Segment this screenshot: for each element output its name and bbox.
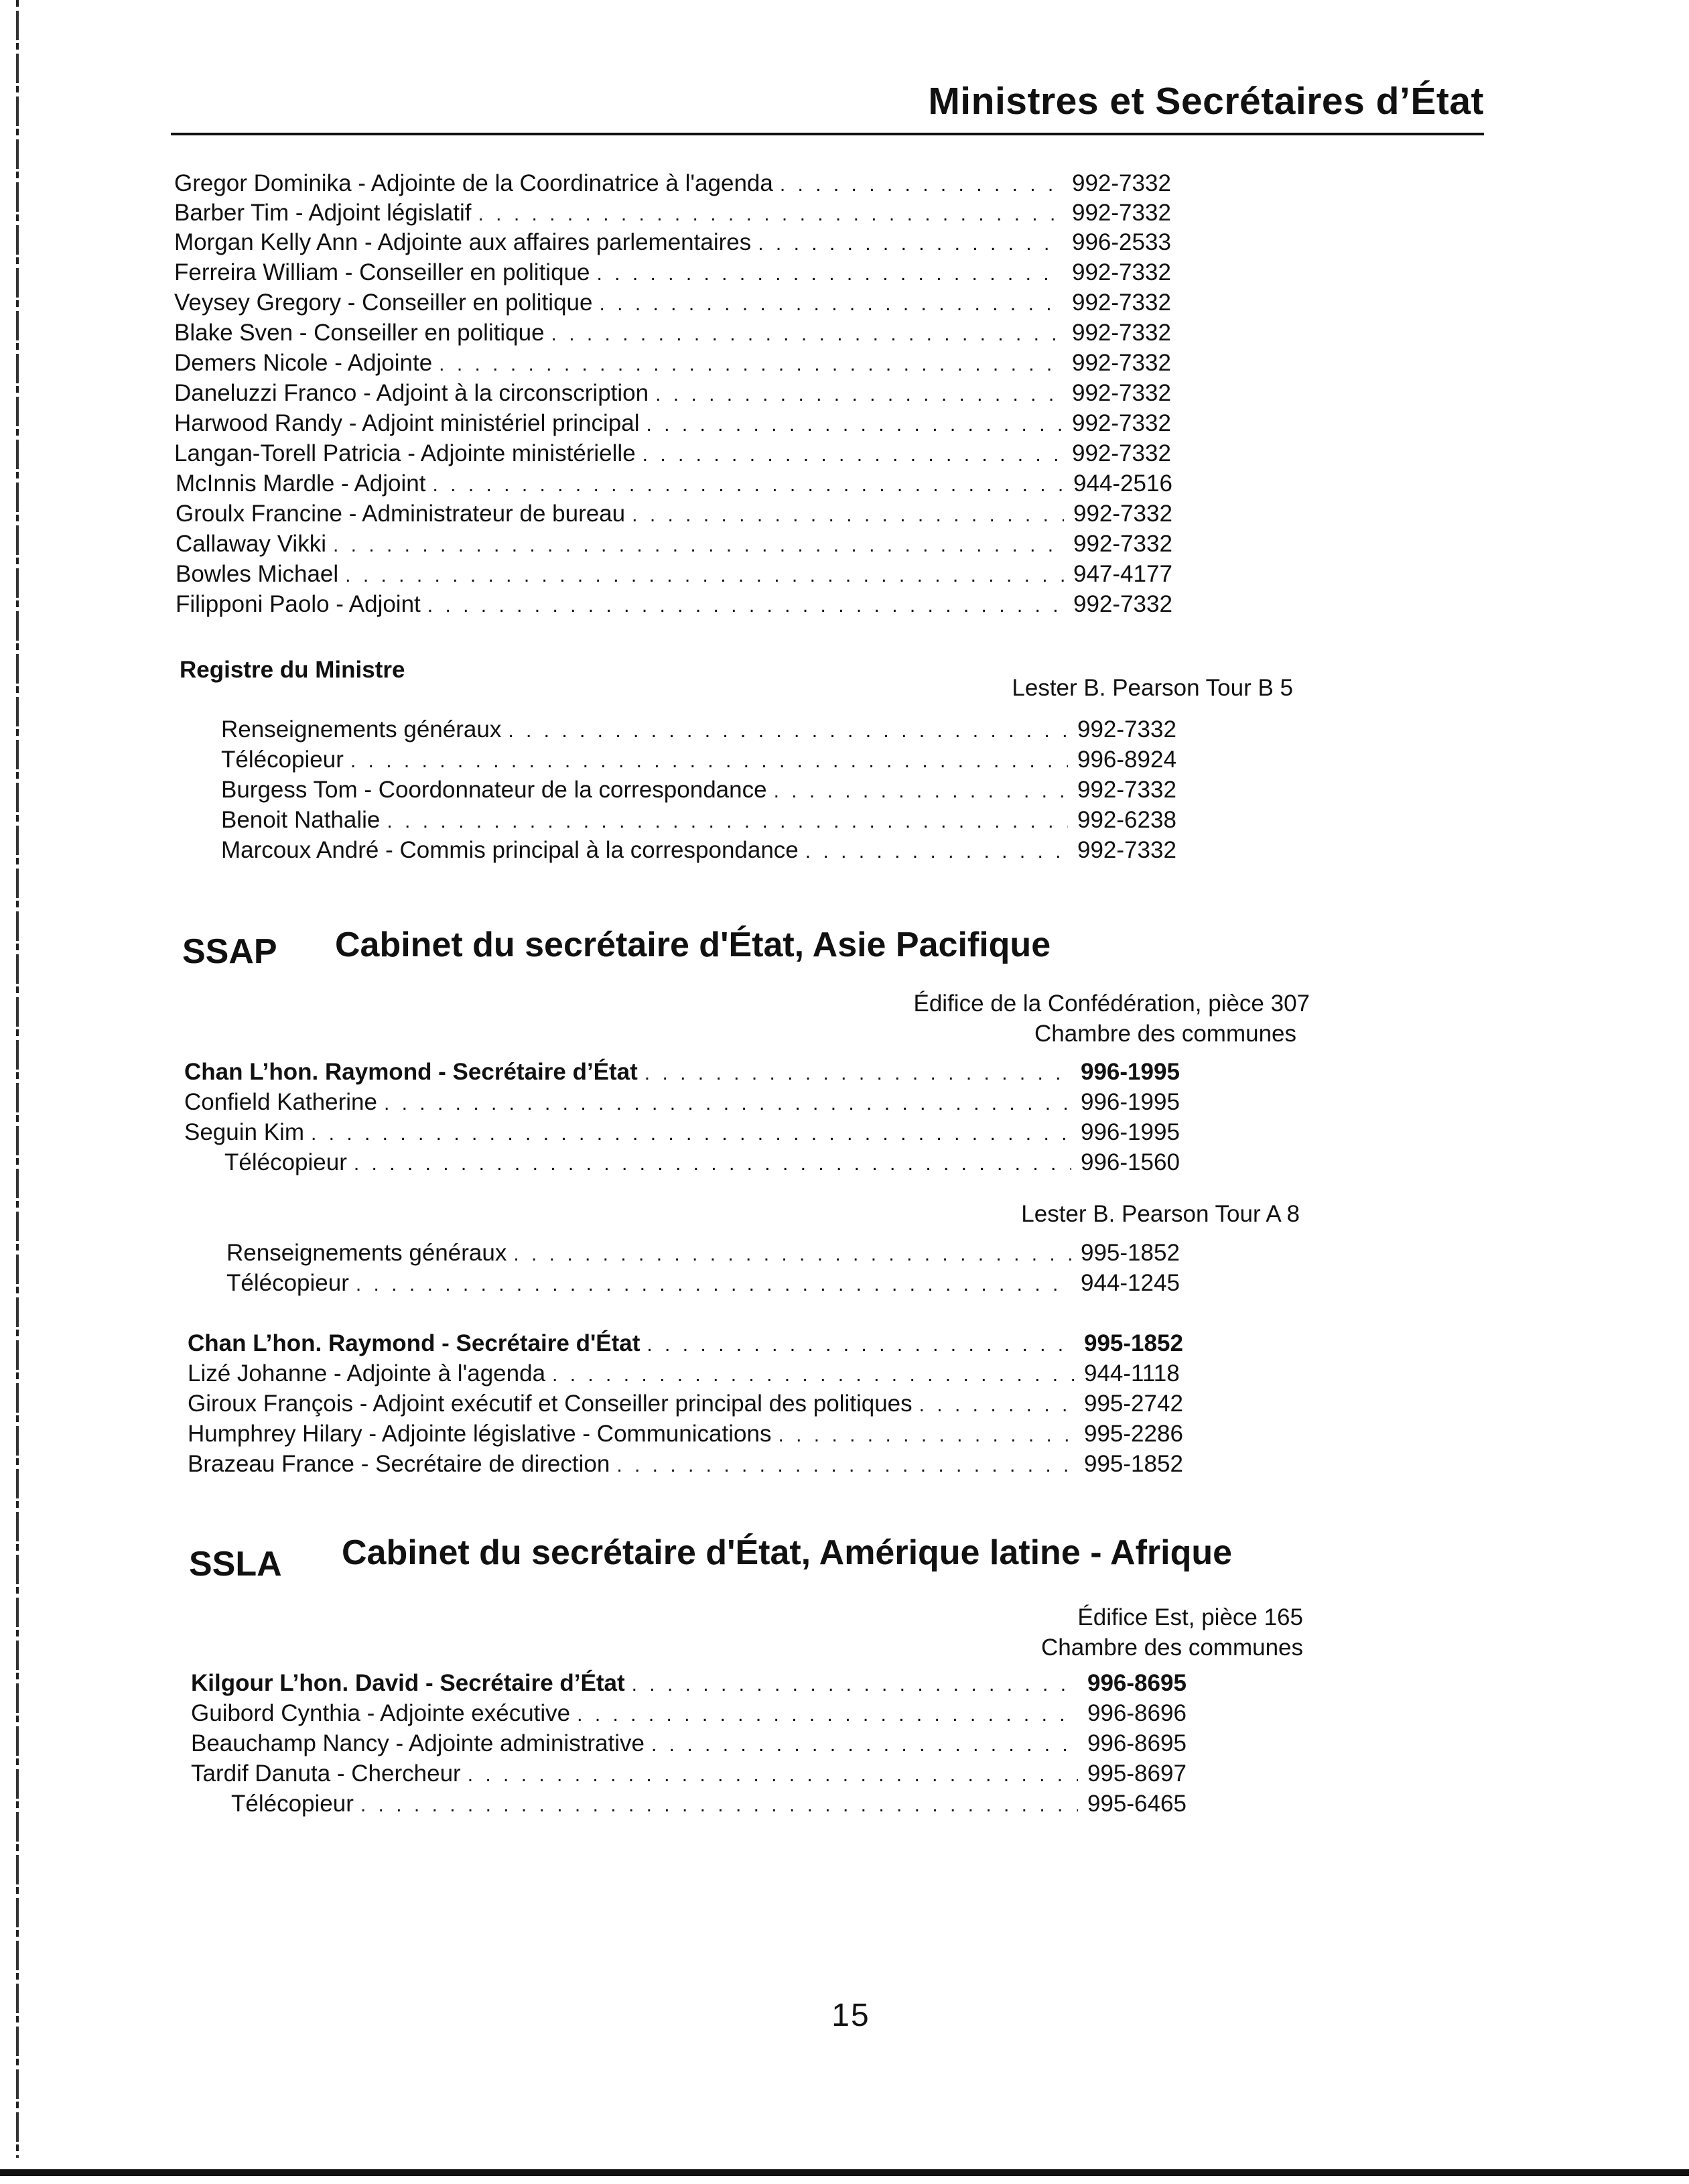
entry-name: Callaway Vikki — [176, 531, 326, 557]
section-code-ssla: SSLA — [189, 1545, 282, 1584]
directory-entry — [176, 499, 1187, 529]
directory-entry — [224, 1148, 1195, 1177]
entry-phone: 996-1995 — [1081, 1059, 1180, 1085]
entry-name: Harwood Randy - Adjoint ministériel principal — [174, 410, 640, 436]
directory-entry — [176, 529, 1187, 559]
entry-phone: 995-8697 — [1087, 1760, 1187, 1787]
leader-dots — [577, 1700, 1078, 1730]
directory-entry — [191, 1759, 1201, 1789]
leader-dots — [632, 1670, 1078, 1699]
entry-phone: 992-7332 — [1072, 440, 1171, 466]
entry-name: Filipponi Paolo - Adjoint — [176, 591, 421, 617]
entry-phone: 992-6238 — [1077, 807, 1176, 833]
entry-name: Groulx Francine - Administrateur de bureau — [176, 501, 626, 527]
entry-phone: 992-7332 — [1073, 591, 1172, 617]
entry-name: Confield Katherine — [184, 1089, 377, 1115]
entry-name: Chan L’hon. Raymond - Secrétaire d’État — [184, 1059, 638, 1085]
leader-dots — [655, 380, 1063, 409]
directory-entry — [188, 1329, 1198, 1358]
directory-entry — [221, 775, 1191, 805]
entry-name: Blake Sven - Conseiller en politique — [174, 320, 545, 346]
entry-phone: 992-7332 — [1072, 410, 1171, 436]
directory-entry — [174, 228, 1186, 257]
entry-phone: 992-7332 — [1072, 320, 1171, 346]
leader-dots — [478, 200, 1063, 229]
entry-phone: 944-2516 — [1073, 470, 1172, 497]
leader-dots — [311, 1119, 1071, 1149]
entry-name: Renseignements généraux — [226, 1240, 507, 1266]
entry-phone: 992-7332 — [1072, 170, 1171, 196]
entry-name: Beauchamp Nancy - Adjointe administrative — [191, 1730, 645, 1756]
directory-entry — [188, 1450, 1198, 1479]
directory-entry — [188, 1389, 1198, 1419]
directory-entry — [184, 1057, 1195, 1087]
entry-phone: 947-4177 — [1073, 561, 1172, 587]
section-title-ssap: Cabinet du secrétaire d'État, Asie Pacifique — [335, 925, 1051, 964]
entry-phone: 944-1118 — [1084, 1360, 1180, 1387]
entry-phone: 996-1995 — [1081, 1089, 1180, 1115]
entry-phone: 995-1852 — [1081, 1240, 1180, 1266]
leader-dots — [439, 350, 1063, 379]
registre-location: Lester B. Pearson Tour B 5 — [1012, 675, 1293, 701]
directory-entry — [191, 1729, 1201, 1758]
leader-dots — [384, 1089, 1071, 1118]
leader-dots — [508, 716, 1068, 746]
entry-name: Renseignements généraux — [221, 716, 502, 743]
page-header-title: Ministres et Secrétaires d’État — [928, 80, 1484, 123]
directory-entry — [174, 288, 1186, 318]
leader-dots — [513, 1240, 1071, 1269]
entry-phone: 992-7332 — [1072, 350, 1171, 376]
directory-entry — [176, 469, 1187, 499]
entry-phone: 995-6465 — [1087, 1791, 1187, 1817]
leader-dots — [552, 1360, 1075, 1390]
entry-name: Burgess Tom - Coordonnateur de la correspondance — [221, 777, 767, 803]
entry-phone: 992-7332 — [1072, 259, 1171, 285]
leader-dots — [354, 1149, 1071, 1179]
directory-entry — [191, 1669, 1201, 1698]
entry-name: Bowles Michael — [176, 561, 339, 587]
ssla-location-line2: Chambre des communes — [1041, 1634, 1303, 1661]
entry-name: Lizé Johanne - Adjointe à l'agenda — [188, 1360, 546, 1387]
entry-phone: 996-1560 — [1081, 1149, 1180, 1175]
entry-phone: 996-8924 — [1077, 747, 1176, 773]
registre-heading: Registre du Ministre — [180, 657, 405, 683]
directory-entry — [188, 1359, 1198, 1389]
directory-entry — [221, 715, 1191, 745]
ssla-location-line1: Édifice Est, pièce 165 — [1077, 1604, 1303, 1630]
leader-dots — [432, 470, 1064, 500]
directory-entry — [174, 348, 1186, 378]
entry-name: Télécopieur — [221, 747, 344, 773]
leader-dots — [778, 1421, 1075, 1450]
directory-entry — [226, 1269, 1195, 1298]
leader-dots — [758, 229, 1063, 259]
entry-name: Tardif Danuta - Chercheur — [191, 1760, 461, 1787]
entry-phone: 995-1852 — [1084, 1330, 1183, 1356]
directory-entry — [174, 409, 1186, 438]
leader-dots — [345, 561, 1064, 590]
directory-entry — [174, 198, 1186, 228]
ssap-location-line2: Chambre des communes — [1034, 1021, 1296, 1047]
leader-dots — [356, 1270, 1071, 1299]
leader-dots — [632, 501, 1064, 530]
leader-dots — [360, 1791, 1078, 1820]
entry-phone: 992-7332 — [1077, 716, 1176, 743]
entry-name: Kilgour L’hon. David - Secrétaire d’État — [191, 1670, 625, 1696]
entry-phone: 995-2286 — [1084, 1421, 1183, 1447]
entry-phone: 992-7332 — [1073, 531, 1172, 557]
entry-name: Guibord Cynthia - Adjointe exécutive — [191, 1700, 571, 1726]
entry-phone: 992-7332 — [1073, 501, 1172, 527]
leader-dots — [647, 1330, 1075, 1360]
entry-name: McInnis Mardle - Adjoint — [176, 470, 426, 497]
directory-entry — [221, 806, 1191, 835]
entry-phone: 944-1245 — [1081, 1270, 1180, 1296]
leader-dots — [780, 170, 1063, 200]
leader-dots — [599, 290, 1063, 319]
directory-entry — [176, 590, 1187, 619]
entry-phone: 996-1995 — [1081, 1119, 1180, 1145]
directory-entry — [174, 318, 1186, 348]
leader-dots — [774, 777, 1068, 806]
entry-name: Marcoux André - Commis principal à la correspondance — [221, 837, 799, 863]
entry-name: Gregor Dominika - Adjointe de la Coordinatrice à l'agenda — [174, 170, 773, 196]
ssap-location2: Lester B. Pearson Tour A 8 — [1021, 1201, 1300, 1227]
directory-entry — [174, 379, 1186, 408]
entry-phone: 992-7332 — [1077, 837, 1176, 863]
section-title-ssla: Cabinet du secrétaire d'État, Amérique latine - Afrique — [342, 1533, 1233, 1572]
entry-phone: 996-8695 — [1087, 1670, 1187, 1696]
directory-entry — [174, 169, 1186, 198]
directory-entry — [221, 745, 1191, 775]
entry-name: Morgan Kelly Ann - Adjointe aux affaires parlementaires — [174, 229, 752, 255]
directory-entry — [221, 836, 1191, 865]
entry-phone: 995-2742 — [1084, 1391, 1183, 1417]
entry-name: Brazeau France - Secrétaire de direction — [188, 1451, 610, 1477]
entry-name: Benoit Nathalie — [221, 807, 381, 833]
directory-entry — [174, 258, 1186, 287]
leader-dots — [596, 259, 1063, 289]
leader-dots — [643, 440, 1063, 470]
entry-name: Daneluzzi Franco - Adjoint à la circonscription — [174, 380, 649, 406]
section-code-ssap: SSAP — [182, 932, 277, 971]
entry-name: Langan-Torell Patricia - Adjointe ministérielle — [174, 440, 636, 466]
entry-name: Veysey Gregory - Conseiller en politique — [174, 290, 593, 316]
leader-dots — [350, 747, 1068, 776]
entry-name: Humphrey Hilary - Adjointe législative - Communications — [188, 1421, 772, 1447]
leader-dots — [651, 1730, 1078, 1760]
entry-name: Ferreira William - Conseiller en politique — [174, 259, 590, 285]
directory-entry — [174, 439, 1186, 468]
entry-name: Chan L’hon. Raymond - Secrétaire d'État — [188, 1330, 640, 1356]
page-number: 15 — [831, 1998, 870, 2033]
entry-phone: 992-7332 — [1072, 380, 1171, 406]
leader-dots — [333, 531, 1064, 560]
entry-phone: 992-7332 — [1072, 290, 1171, 316]
leader-dots — [468, 1760, 1078, 1790]
entry-phone: 995-1852 — [1084, 1451, 1183, 1477]
entry-name: Giroux François - Adjoint exécutif et Conseiller principal des politiques — [188, 1391, 913, 1417]
entry-phone: 996-8695 — [1087, 1730, 1187, 1756]
leader-dots — [427, 591, 1064, 621]
entry-phone: 996-2533 — [1072, 229, 1171, 255]
leader-dots — [387, 807, 1068, 836]
directory-entry — [188, 1419, 1198, 1449]
directory-entry — [184, 1088, 1195, 1117]
entry-name: Télécopieur — [226, 1270, 349, 1296]
leader-dots — [646, 410, 1063, 440]
entry-name: Demers Nicole - Adjointe — [174, 350, 433, 376]
directory-entry — [231, 1789, 1201, 1819]
leader-dots — [551, 320, 1063, 349]
directory-entry — [226, 1238, 1195, 1268]
entry-name: Télécopieur — [224, 1149, 347, 1175]
directory-entry — [176, 560, 1187, 589]
entry-phone: 992-7332 — [1077, 777, 1176, 803]
directory-entry — [184, 1118, 1195, 1147]
entry-name: Barber Tim - Adjoint législatif — [174, 200, 472, 226]
leader-dots — [645, 1059, 1071, 1088]
directory-entry — [191, 1699, 1201, 1728]
ssap-location-line1: Édifice de la Confédération, pièce 307 — [913, 990, 1310, 1017]
entry-name: Télécopieur — [231, 1791, 354, 1817]
leader-dots — [616, 1451, 1075, 1480]
entry-name: Seguin Kim — [184, 1119, 304, 1145]
leader-dots — [805, 837, 1068, 866]
leader-dots — [919, 1391, 1075, 1420]
entry-phone: 996-8696 — [1087, 1700, 1187, 1726]
entry-phone: 992-7332 — [1072, 200, 1171, 226]
